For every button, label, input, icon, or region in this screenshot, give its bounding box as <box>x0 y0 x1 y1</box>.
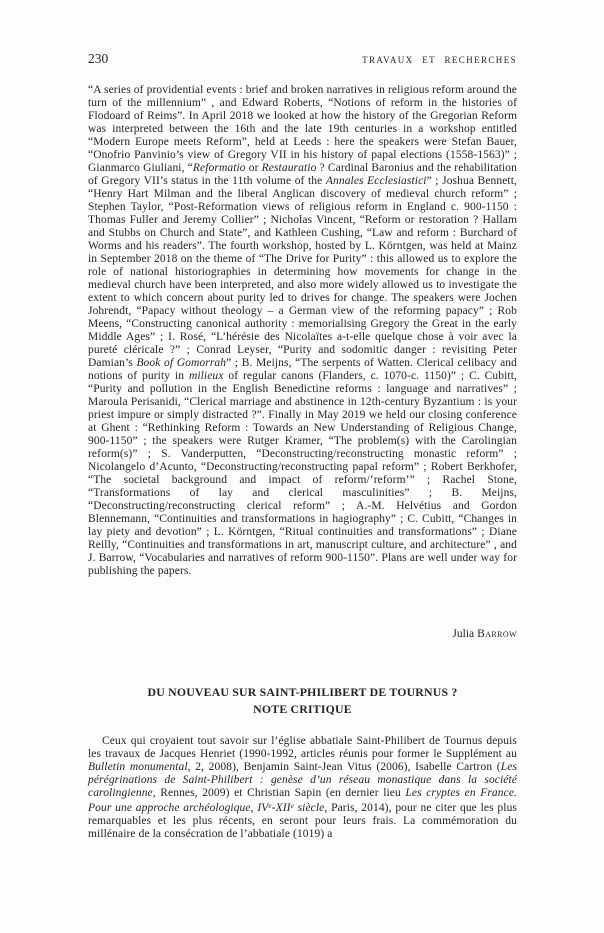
running-title: TRAVAUX ET RECHERCHES <box>362 55 517 65</box>
note-heading <box>88 684 517 717</box>
note-subtitle: NOTE CRITIQUE <box>253 701 352 716</box>
report-paragraph: “A series of providential events : brief and broken narratives in religious reform around the turn of the millennium” , and Edward Roberts, “Notions of reform in the histories of Flodoard of Reims”. In April 2018 we looked at how the history of the Gregorian Reform was interpreted between the 16th and the late 19th centuries in a workshop entitled “Modern Europe meets Reform”, held at Leeds : here the speakers were Stefan Bauer, “Onofrio Panvinio’s view of Gregory VII in his history of papal elections (1558-1563)” ; Gianmarco Giuliani, “Reformatio or Restauratio ? Cardinal Baronius and the rehabilitation of Gregory VII’s status in the 11th volume of the Annales Ecclesiastici” ; Joshua Bennett, “Henry Hart Milman and the liberal Anglican discovery of medieval church reform” ; Stephen Taylor, “Post-Reformation views of religious reform in England c. 900-1150 : Thomas Fuller and Jeremy Collier” ; Nicholas Vincent, “Reform or restoration ? Hallam and Stubbs on Church and State”, and Kathleen Cushing, “Law and reform : Burchard of Worms and his readers”. The fourth workshop, hosted by L. Körntgen, was held at Mainz in September 2018 on the theme of “The Drive for Purity” : this allowed us to explore the role of national historiographies in determining how movements for change in the medieval church have been interpreted, and also more widely allowed us to investigate the extent to which concern about purity led to drives for change. The speakers were Jochen Johrendt, “Papacy without theology – a German view of the reforming papacy” ; Rob Meens, “Constructing canonical authority : memorialising Gregory the Great in the early Middle Ages” ; I. Rosé, “L’hérésie des Nicolaïtes a-t-elle quelque chose à voir avec la pureté cléricale ?” ; Conrad Leyser, “Purity and sodomitic danger : revisiting Peter Damian’s Book of Gomorrah” ; B. Meijns, “The serpents of Watten. Clerical celibacy and notions of purity in milieux of regular canons (Flanders, c. 1070-c. 1150)” ; C. Cubitt, “Purity and pollution in the English Benedictine reforms : language and narratives” ; Maroula Perisanidi, “Clerical marriage and abstinence in 12th-century Byzantium : is your priest impure or simply distracted ?”. Finally in May 2019 we held our closing conference at Ghent : “Rethinking Reform : Towards an New Understanding of Religious Change, 900-1150” ; the speakers were Rutger Kramer, “The problem(s) with the Carolingian reform(s)” ; S. Vanderputten, “Deconstructing/reconstructing monastic reform” ; Nicolangelo d’Acunto, “Deconstructing/reconstructing papal reform” ; Robert Berkhofer, “The societal background and impact of reform/‘reform’” ; Rachel Stone, “Transformations of lay and clerical masculinities” ; B. Meijns, “Deconstructing/reconstructing clerical reform” ; A.-M. Helvétius and Gordon Blennemann, “Continuities and transformations in hagiography” ; C. Cubitt, “Changes in lay piety and devotion” ; L. Körntgen, “Ritual continuities and transformations” ; Diane Reilly, “Continuities and transformations in art, manuscript culture, and architecture” , and J. Barrow, “Vocabularies and narratives of reform 900-1150”. Plans are well under way for publishing the papers. <box>88 84 517 577</box>
author-last-name: Barrow <box>477 628 517 640</box>
page-header <box>88 51 517 67</box>
page-number: 230 <box>88 51 109 66</box>
note-title: DU NOUVEAU SUR SAINT-PHILIBERT DE TOURNUS ? <box>147 685 458 699</box>
author-first-name: Julia <box>452 628 475 640</box>
author-signature <box>88 628 517 640</box>
note-paragraph: Ceux qui croyaient tout savoir sur l’église abbatiale Saint-Philibert de Tournus depuis les travaux de Jacques Henriet (1990-1992, articles réunis pour former le Supplément au Bulletin monumental, 2, 2008), Benjamin Saint-Jean Vitus (2006), Isabelle Cartron (Les pérégrinations de Saint-Philibert : genèse d’un réseau monastique dans la société carolingienne, Rennes, 2009) et Christian Sapin (en dernier lieu Les cryptes en France. Pour une approche archéologique, IVe-XIIe siècle, Paris, 2014), pour ne citer que les plus remarquables et les plus récents, en seront pour leurs frais. La commémoration du millénaire de la consécration de l’abbatiale (1019) a <box>88 735 517 841</box>
